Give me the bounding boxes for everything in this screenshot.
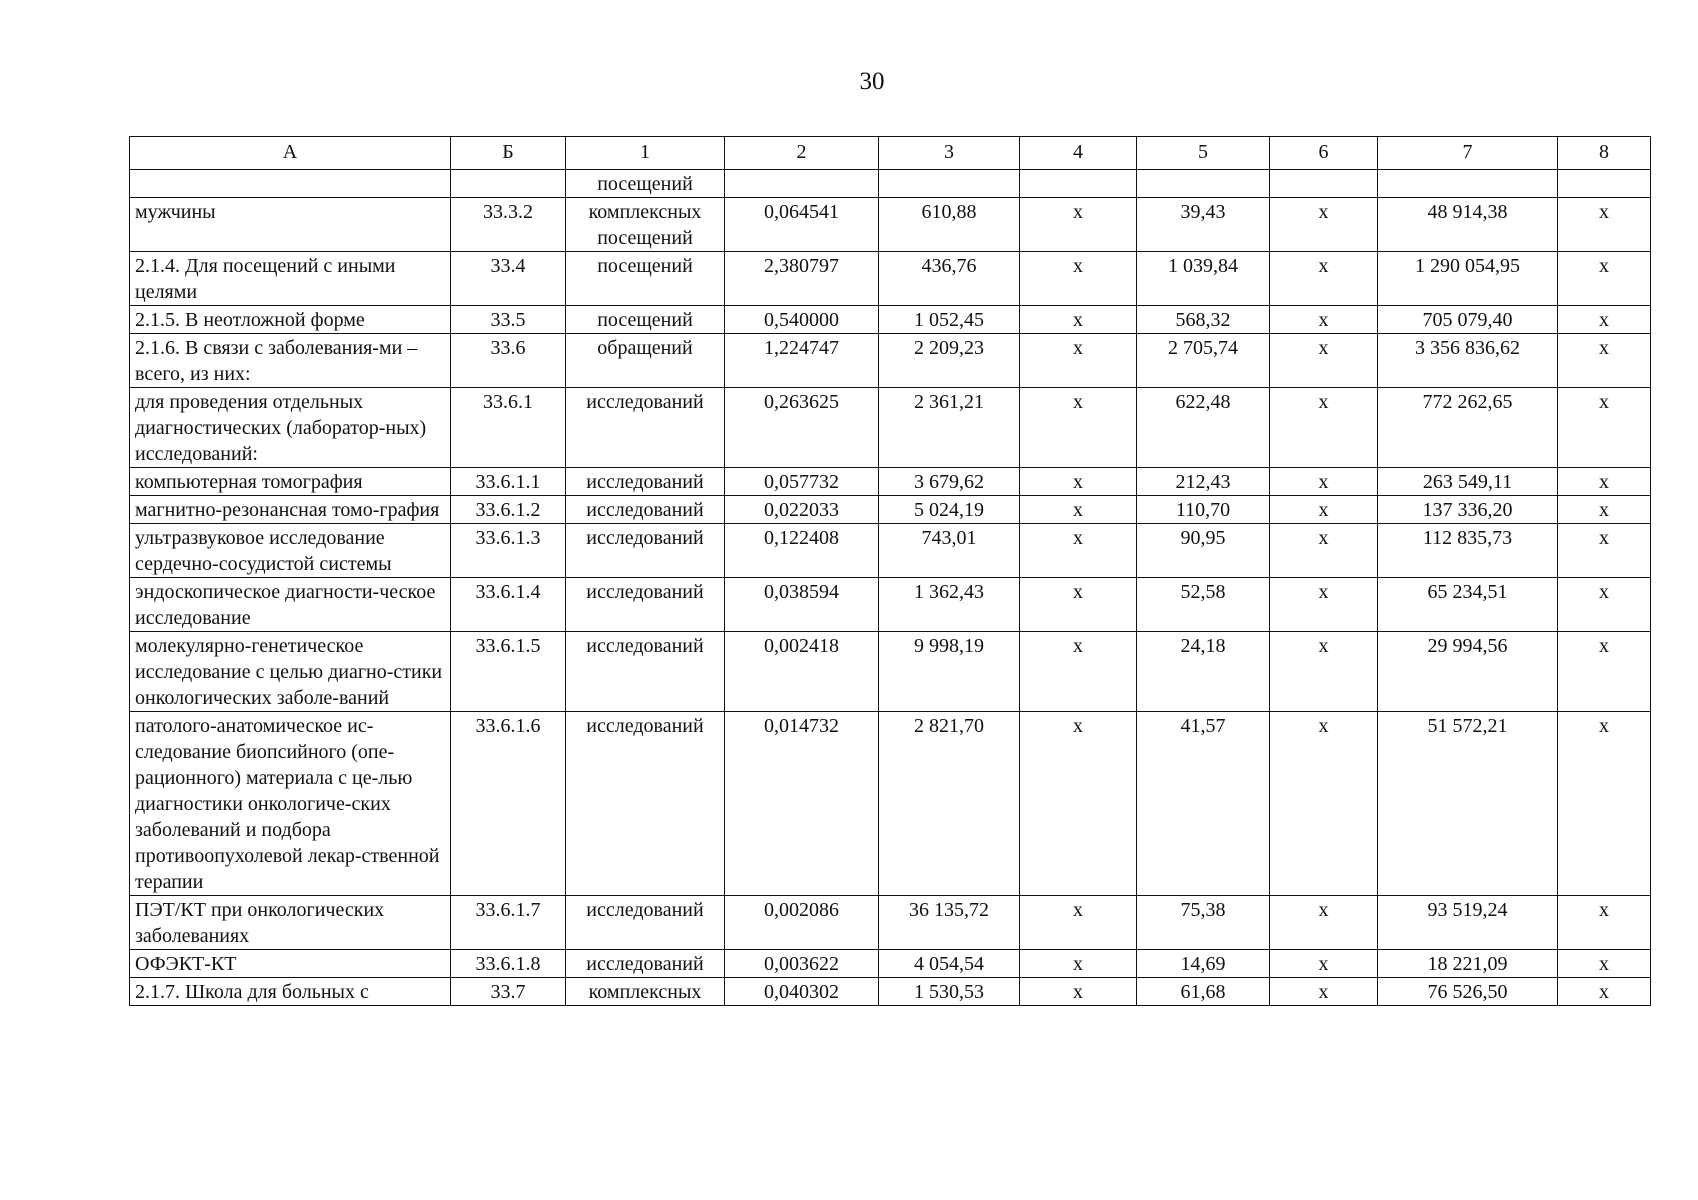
col7-cell: 48 914,38 [1378, 198, 1558, 252]
row-label-cell: компьютерная томография [130, 468, 451, 496]
unit-cell: посещений [566, 252, 725, 306]
table-row [130, 388, 1651, 468]
col2-cell: 0,002086 [725, 896, 879, 950]
column-header: 3 [879, 137, 1020, 170]
col5-cell: 110,70 [1137, 496, 1270, 524]
row-label-cell: ПЭТ/КТ при онкологических заболеваниях [130, 896, 451, 950]
row-label-cell: молекулярно-генетическое исследование с целью диагно-стики онкологических заболе-ваний [130, 632, 451, 712]
col4-cell: х [1020, 632, 1137, 712]
col6-cell: х [1270, 334, 1378, 388]
table-row [130, 524, 1651, 578]
row-label-cell: ОФЭКТ-КТ [130, 950, 451, 978]
col2-cell: 0,014732 [725, 712, 879, 896]
col3-cell [879, 170, 1020, 198]
col5-cell: 212,43 [1137, 468, 1270, 496]
unit-cell: посещений [566, 170, 725, 198]
row-code-cell: 33.6.1 [451, 388, 566, 468]
col2-cell: 0,040302 [725, 978, 879, 1006]
col2-cell: 0,540000 [725, 306, 879, 334]
col2-cell: 0,002418 [725, 632, 879, 712]
row-code-cell: 33.6.1.3 [451, 524, 566, 578]
col3-cell: 2 821,70 [879, 712, 1020, 896]
col3-cell: 2 361,21 [879, 388, 1020, 468]
column-header: 1 [566, 137, 725, 170]
table-row [130, 950, 1651, 978]
col5-cell: 75,38 [1137, 896, 1270, 950]
row-label-cell: ультразвуковое исследование сердечно-сосудистой системы [130, 524, 451, 578]
col6-cell: х [1270, 896, 1378, 950]
col5-cell: 622,48 [1137, 388, 1270, 468]
col2-cell: 0,022033 [725, 496, 879, 524]
col3-cell: 3 679,62 [879, 468, 1020, 496]
col7-cell: 137 336,20 [1378, 496, 1558, 524]
col4-cell: х [1020, 388, 1137, 468]
row-code-cell: 33.6.1.1 [451, 468, 566, 496]
col7-cell: 772 262,65 [1378, 388, 1558, 468]
col4-cell: х [1020, 524, 1137, 578]
col6-cell: х [1270, 578, 1378, 632]
row-label-cell: 2.1.6. В связи с заболевания-ми – всего, из них: [130, 334, 451, 388]
column-header: 6 [1270, 137, 1378, 170]
row-code-cell: 33.6.1.7 [451, 896, 566, 950]
table-row [130, 198, 1651, 252]
col4-cell: х [1020, 578, 1137, 632]
col2-cell: 0,064541 [725, 198, 879, 252]
col8-cell: х [1558, 896, 1651, 950]
table-row [130, 896, 1651, 950]
row-label-cell: магнитно-резонансная томо-графия [130, 496, 451, 524]
col6-cell: х [1270, 632, 1378, 712]
col2-cell: 0,057732 [725, 468, 879, 496]
table-row [130, 306, 1651, 334]
col6-cell: х [1270, 524, 1378, 578]
row-label-cell: 2.1.7. Школа для больных с [130, 978, 451, 1006]
col5-cell: 61,68 [1137, 978, 1270, 1006]
col3-cell: 9 998,19 [879, 632, 1020, 712]
col8-cell: х [1558, 306, 1651, 334]
col5-cell: 1 039,84 [1137, 252, 1270, 306]
row-label-cell: 2.1.4. Для посещений с иными целями [130, 252, 451, 306]
col5-cell: 41,57 [1137, 712, 1270, 896]
col6-cell: х [1270, 388, 1378, 468]
col4-cell [1020, 170, 1137, 198]
unit-cell: исследований [566, 632, 725, 712]
col3-cell: 436,76 [879, 252, 1020, 306]
col8-cell: х [1558, 578, 1651, 632]
unit-cell: исследований [566, 950, 725, 978]
col2-cell: 0,122408 [725, 524, 879, 578]
col6-cell: х [1270, 712, 1378, 896]
column-header: 5 [1137, 137, 1270, 170]
unit-cell: комплексных [566, 978, 725, 1006]
table-row [130, 252, 1651, 306]
col3-cell: 1 362,43 [879, 578, 1020, 632]
col4-cell: х [1020, 950, 1137, 978]
col4-cell: х [1020, 896, 1137, 950]
column-header: 8 [1558, 137, 1651, 170]
col4-cell: х [1020, 468, 1137, 496]
unit-cell: исследований [566, 524, 725, 578]
col8-cell: х [1558, 496, 1651, 524]
col7-cell [1378, 170, 1558, 198]
unit-cell: исследований [566, 896, 725, 950]
row-code-cell: 33.6.1.6 [451, 712, 566, 896]
col7-cell: 93 519,24 [1378, 896, 1558, 950]
row-label-cell: эндоскопическое диагности-ческое исследование [130, 578, 451, 632]
row-code-cell: 33.7 [451, 978, 566, 1006]
col5-cell: 14,69 [1137, 950, 1270, 978]
col3-cell: 743,01 [879, 524, 1020, 578]
row-code-cell: 33.6.1.5 [451, 632, 566, 712]
column-header: А [130, 137, 451, 170]
col4-cell: х [1020, 198, 1137, 252]
col4-cell: х [1020, 252, 1137, 306]
col5-cell: 52,58 [1137, 578, 1270, 632]
row-code-cell [451, 170, 566, 198]
col3-cell: 36 135,72 [879, 896, 1020, 950]
col7-cell: 112 835,73 [1378, 524, 1558, 578]
table-row [130, 468, 1651, 496]
col7-cell: 65 234,51 [1378, 578, 1558, 632]
unit-cell: исследований [566, 496, 725, 524]
col6-cell: х [1270, 306, 1378, 334]
col7-cell: 18 221,09 [1378, 950, 1558, 978]
column-header: 2 [725, 137, 879, 170]
col4-cell: х [1020, 306, 1137, 334]
col7-cell: 3 356 836,62 [1378, 334, 1558, 388]
col8-cell: х [1558, 334, 1651, 388]
col2-cell: 2,380797 [725, 252, 879, 306]
col8-cell: х [1558, 468, 1651, 496]
col3-cell: 1 052,45 [879, 306, 1020, 334]
table-row [130, 334, 1651, 388]
col7-cell: 76 526,50 [1378, 978, 1558, 1006]
col8-cell: х [1558, 198, 1651, 252]
col7-cell: 51 572,21 [1378, 712, 1558, 896]
col5-cell [1137, 170, 1270, 198]
unit-cell: посещений [566, 306, 725, 334]
table-row [130, 578, 1651, 632]
header-row [130, 137, 1651, 170]
column-header: Б [451, 137, 566, 170]
col2-cell: 0,038594 [725, 578, 879, 632]
col3-cell: 610,88 [879, 198, 1020, 252]
row-label-cell: мужчины [130, 198, 451, 252]
col6-cell: х [1270, 978, 1378, 1006]
column-header: 7 [1378, 137, 1558, 170]
row-code-cell: 33.6 [451, 334, 566, 388]
col4-cell: х [1020, 496, 1137, 524]
col6-cell: х [1270, 252, 1378, 306]
row-label-cell: 2.1.5. В неотложной форме [130, 306, 451, 334]
col8-cell: х [1558, 524, 1651, 578]
col3-cell: 2 209,23 [879, 334, 1020, 388]
col4-cell: х [1020, 712, 1137, 896]
col6-cell: х [1270, 950, 1378, 978]
table-row [130, 712, 1651, 896]
row-label-cell: патолого-анатомическое ис-следование биопсийного (опе-рационного) материала с це-лью диагностики онкологиче-ских заболеваний и подбора противоопухолевой лекар-ственной терапии [130, 712, 451, 896]
col6-cell [1270, 170, 1378, 198]
col7-cell: 29 994,56 [1378, 632, 1558, 712]
col3-cell: 1 530,53 [879, 978, 1020, 1006]
col8-cell: х [1558, 632, 1651, 712]
table-row [130, 170, 1651, 198]
col8-cell: х [1558, 252, 1651, 306]
unit-cell: комплексных посещений [566, 198, 725, 252]
col4-cell: х [1020, 978, 1137, 1006]
unit-cell: исследований [566, 468, 725, 496]
unit-cell: исследований [566, 578, 725, 632]
row-code-cell: 33.3.2 [451, 198, 566, 252]
col6-cell: х [1270, 468, 1378, 496]
page-number: 30 [859, 68, 885, 95]
data-table [129, 136, 1651, 1006]
col2-cell [725, 170, 879, 198]
col5-cell: 90,95 [1137, 524, 1270, 578]
table-row [130, 496, 1651, 524]
col3-cell: 4 054,54 [879, 950, 1020, 978]
col8-cell: х [1558, 712, 1651, 896]
unit-cell: обращений [566, 334, 725, 388]
col2-cell: 1,224747 [725, 334, 879, 388]
row-code-cell: 33.6.1.2 [451, 496, 566, 524]
row-code-cell: 33.5 [451, 306, 566, 334]
col8-cell: х [1558, 978, 1651, 1006]
col5-cell: 24,18 [1137, 632, 1270, 712]
row-code-cell: 33.4 [451, 252, 566, 306]
table-row [130, 978, 1651, 1006]
col2-cell: 0,263625 [725, 388, 879, 468]
col8-cell: х [1558, 950, 1651, 978]
col5-cell: 2 705,74 [1137, 334, 1270, 388]
col7-cell: 705 079,40 [1378, 306, 1558, 334]
col6-cell: х [1270, 496, 1378, 524]
row-code-cell: 33.6.1.8 [451, 950, 566, 978]
col3-cell: 5 024,19 [879, 496, 1020, 524]
col8-cell [1558, 170, 1651, 198]
row-label-cell: для проведения отдельных диагностических (лаборатор-ных) исследований: [130, 388, 451, 468]
row-label-cell [130, 170, 451, 198]
col7-cell: 1 290 054,95 [1378, 252, 1558, 306]
col7-cell: 263 549,11 [1378, 468, 1558, 496]
col2-cell: 0,003622 [725, 950, 879, 978]
column-header: 4 [1020, 137, 1137, 170]
unit-cell: исследований [566, 388, 725, 468]
row-code-cell: 33.6.1.4 [451, 578, 566, 632]
table-row [130, 632, 1651, 712]
col5-cell: 39,43 [1137, 198, 1270, 252]
col5-cell: 568,32 [1137, 306, 1270, 334]
col8-cell: х [1558, 388, 1651, 468]
unit-cell: исследований [566, 712, 725, 896]
col4-cell: х [1020, 334, 1137, 388]
col6-cell: х [1270, 198, 1378, 252]
